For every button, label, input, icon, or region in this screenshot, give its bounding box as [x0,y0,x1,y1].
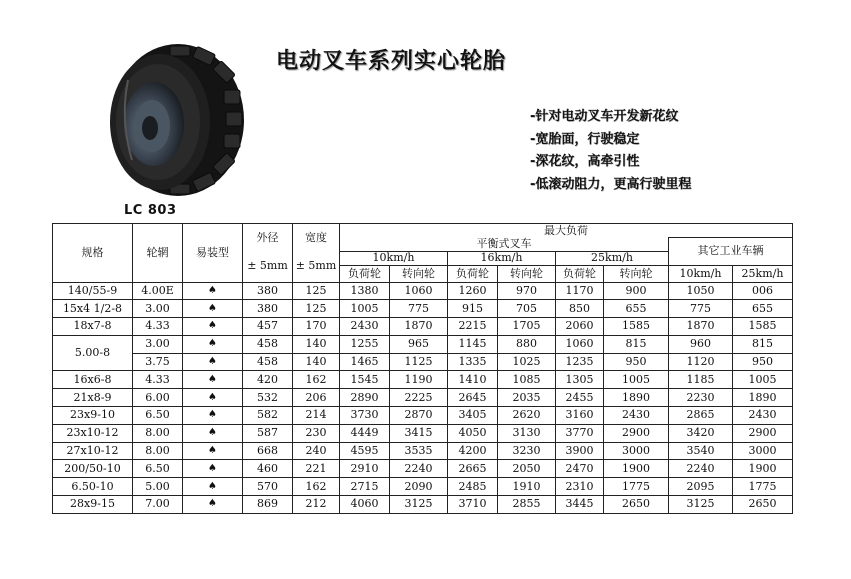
table-cell-h: 1585 [733,318,793,336]
table-cell-a: 1465 [340,353,390,371]
table-cell-c: 2665 [448,460,498,478]
page-title: 电动叉车系列实心轮胎 [276,49,507,74]
table-cell-h: 1005 [733,371,793,389]
table-cell-e: 1305 [556,371,604,389]
table-cell-c: 2645 [448,389,498,407]
table-cell-rim: 4.33 [133,318,183,336]
table-cell-easy: ♠ [183,300,243,318]
table-cell-d: 880 [498,335,556,353]
table-cell-rim: 6.50 [133,460,183,478]
table-cell-e: 2455 [556,389,604,407]
header-other-25: 25km/h [733,265,793,282]
table-cell-size: 28x9-15 [53,496,133,514]
table-cell-c: 4200 [448,442,498,460]
table-cell-d: 705 [498,300,556,318]
table-cell-d: 2620 [498,407,556,425]
table-cell-b: 2240 [390,460,448,478]
table-cell-a: 2715 [340,478,390,496]
table-cell-e: 3900 [556,442,604,460]
tire-image [98,40,248,200]
table-cell-g: 3125 [669,496,733,514]
header-counterbalance: 平衡式叉车 [340,238,669,252]
table-cell-b: 1870 [390,318,448,336]
table-row [53,282,793,300]
table-cell-size: 200/50-10 [53,460,133,478]
table-row [53,424,793,442]
table-cell-easy: ♠ [183,389,243,407]
table-cell-e: 2060 [556,318,604,336]
table-cell-g: 1050 [669,282,733,300]
header-size: 规格 [53,224,133,283]
table-cell-a: 1545 [340,371,390,389]
table-cell-d: 2050 [498,460,556,478]
header-steer-wheel: 转向轮 [604,265,669,282]
table-cell-d: 1705 [498,318,556,336]
table-cell-h: 815 [733,335,793,353]
table-cell-h: 1775 [733,478,793,496]
table-cell-od: 532 [243,389,293,407]
table-cell-easy: ♠ [183,424,243,442]
table-cell-rim: 8.00 [133,424,183,442]
table-cell-e: 3445 [556,496,604,514]
table-cell-od: 458 [243,353,293,371]
table-cell-w: 230 [293,424,340,442]
table-cell-b: 3415 [390,424,448,442]
header-outer-diameter: 外径 [243,224,293,252]
table-cell-od: 460 [243,460,293,478]
table-cell-easy: ♠ [183,318,243,336]
table-cell-w: 170 [293,318,340,336]
header-easy-fit: 易装型 [183,224,243,283]
header-rim: 轮辋 [133,224,183,283]
table-cell-easy: ♠ [183,407,243,425]
table-cell-size: 21x8-9 [53,389,133,407]
table-cell-rim: 3.00 [133,335,183,353]
table-cell-c: 1260 [448,282,498,300]
table-cell-a: 4060 [340,496,390,514]
table-cell-w: 162 [293,371,340,389]
feature-item: -针对电动叉车开发新花纹 [530,109,679,124]
table-cell-w: 162 [293,478,340,496]
table-cell-f: 815 [604,335,669,353]
header-speed-25: 25km/h [556,251,669,265]
table-cell-f: 1585 [604,318,669,336]
table-cell-c: 915 [448,300,498,318]
feature-item: -深花纹，高牵引性 [530,154,640,169]
table-cell-rim: 6.50 [133,407,183,425]
table-cell-w: 140 [293,335,340,353]
table-cell-size: 140/55-9 [53,282,133,300]
table-cell-easy: ♠ [183,442,243,460]
table-cell-a: 4449 [340,424,390,442]
model-label: LC 803 [124,203,177,218]
table-cell-b: 1060 [390,282,448,300]
table-cell-w: 140 [293,353,340,371]
header-steer-wheel: 转向轮 [498,265,556,282]
table-cell-rim: 3.75 [133,353,183,371]
table-cell-d: 1085 [498,371,556,389]
table-cell-w: 221 [293,460,340,478]
feature-item: -低滚动阻力，更高行驶里程 [530,176,692,192]
table-cell-od: 582 [243,407,293,425]
table-cell-e: 2470 [556,460,604,478]
table-cell-w: 125 [293,300,340,318]
table-cell-a: 2430 [340,318,390,336]
table-cell-c: 1145 [448,335,498,353]
table-cell-b: 2090 [390,478,448,496]
table-cell-c: 3710 [448,496,498,514]
table-cell-a: 3730 [340,407,390,425]
table-cell-size: 27x10-12 [53,442,133,460]
table-cell-w: 240 [293,442,340,460]
table-cell-size: 16x6-8 [53,371,133,389]
table-cell-g: 1870 [669,318,733,336]
table-cell-a: 1255 [340,335,390,353]
header-other-10: 10km/h [669,265,733,282]
header-load-wheel: 负荷轮 [448,265,498,282]
table-cell-e: 3770 [556,424,604,442]
table-cell-g: 2240 [669,460,733,478]
table-row [53,300,793,318]
table-cell-g: 2095 [669,478,733,496]
table-cell-h: 1900 [733,460,793,478]
table-cell-rim: 4.33 [133,371,183,389]
table-cell-d: 970 [498,282,556,300]
header-speed-10: 10km/h [340,251,448,265]
table-cell-size: 6.50-10 [53,478,133,496]
table-cell-b: 3535 [390,442,448,460]
table-cell-g: 3420 [669,424,733,442]
table-cell-f: 1890 [604,389,669,407]
table-cell-g: 1185 [669,371,733,389]
header-od-tolerance: ± 5mm [243,251,293,282]
table-row [53,318,793,336]
table-cell-rim: 3.00 [133,300,183,318]
table-cell-d: 3130 [498,424,556,442]
table-cell-easy: ♠ [183,353,243,371]
tire-illustration [98,40,248,200]
table-cell-size: 23x10-12 [53,424,133,442]
table-cell-c: 2485 [448,478,498,496]
table-row [53,335,793,353]
table-cell-c: 4050 [448,424,498,442]
table-cell-easy: ♠ [183,371,243,389]
table-cell-h: 2650 [733,496,793,514]
table-cell-rim: 8.00 [133,442,183,460]
table-cell-w: 214 [293,407,340,425]
table-cell-easy: ♠ [183,478,243,496]
table-cell-g: 960 [669,335,733,353]
table-cell-rim: 7.00 [133,496,183,514]
table-cell-e: 2310 [556,478,604,496]
table-cell-g: 775 [669,300,733,318]
table-cell-g: 2865 [669,407,733,425]
table-cell-od: 570 [243,478,293,496]
table-cell-rim: 4.00E [133,282,183,300]
table-cell-d: 2035 [498,389,556,407]
table-cell-f: 3000 [604,442,669,460]
table-cell-w: 125 [293,282,340,300]
table-cell-a: 1380 [340,282,390,300]
table-cell-h: 2430 [733,407,793,425]
feature-item: -宽胎面，行驶稳定 [530,131,640,147]
table-row [53,353,793,371]
table-cell-b: 1190 [390,371,448,389]
table-cell-b: 2225 [390,389,448,407]
table-cell-f: 950 [604,353,669,371]
table-cell-rim: 6.00 [133,389,183,407]
table-row [53,496,793,514]
table-cell-h: 950 [733,353,793,371]
table-cell-e: 3160 [556,407,604,425]
table-cell-od: 869 [243,496,293,514]
table-cell-size: 18x7-8 [53,318,133,336]
table-cell-d: 1025 [498,353,556,371]
table-cell-e: 1060 [556,335,604,353]
table-cell-d: 3230 [498,442,556,460]
table-row [53,442,793,460]
table-cell-g: 1120 [669,353,733,371]
table-cell-size: 15x4 1/2-8 [53,300,133,318]
table-cell-c: 2215 [448,318,498,336]
table-row [53,460,793,478]
table-cell-b: 1125 [390,353,448,371]
feature-list [530,106,691,196]
spec-table-body [53,282,793,513]
table-cell-a: 4595 [340,442,390,460]
table-cell-e: 850 [556,300,604,318]
table-cell-w: 206 [293,389,340,407]
table-cell-w: 212 [293,496,340,514]
table-cell-size: 5.00-8 [53,335,133,371]
table-cell-od: 420 [243,371,293,389]
table-cell-d: 2855 [498,496,556,514]
table-cell-f: 2650 [604,496,669,514]
header-max-load: 最大负荷 [340,224,793,238]
table-cell-h: 2900 [733,424,793,442]
table-cell-d: 1910 [498,478,556,496]
table-cell-f: 900 [604,282,669,300]
table-cell-h: 655 [733,300,793,318]
table-cell-e: 1170 [556,282,604,300]
header-width-tolerance: ± 5mm [293,251,340,282]
table-cell-easy: ♠ [183,460,243,478]
table-cell-od: 668 [243,442,293,460]
table-cell-rim: 5.00 [133,478,183,496]
table-cell-h: 1890 [733,389,793,407]
table-row [53,478,793,496]
header-load-wheel: 负荷轮 [340,265,390,282]
table-cell-e: 1235 [556,353,604,371]
table-cell-easy: ♠ [183,496,243,514]
header-width: 宽度 [293,224,340,252]
table-cell-easy: ♠ [183,335,243,353]
spec-table [52,223,793,514]
table-cell-f: 1775 [604,478,669,496]
table-cell-od: 587 [243,424,293,442]
table-cell-a: 1005 [340,300,390,318]
table-cell-easy: ♠ [183,282,243,300]
table-cell-f: 1900 [604,460,669,478]
header-steer-wheel: 转向轮 [390,265,448,282]
table-cell-b: 965 [390,335,448,353]
table-cell-a: 2890 [340,389,390,407]
table-row [53,407,793,425]
table-cell-c: 1335 [448,353,498,371]
table-cell-b: 3125 [390,496,448,514]
table-row [53,389,793,407]
table-cell-g: 3540 [669,442,733,460]
table-cell-od: 457 [243,318,293,336]
table-cell-h: 006 [733,282,793,300]
table-cell-f: 2900 [604,424,669,442]
table-cell-b: 2870 [390,407,448,425]
table-cell-od: 458 [243,335,293,353]
table-cell-size: 23x9-10 [53,407,133,425]
table-cell-od: 380 [243,300,293,318]
table-cell-h: 3000 [733,442,793,460]
header-load-wheel: 负荷轮 [556,265,604,282]
table-cell-f: 1005 [604,371,669,389]
table-row [53,371,793,389]
table-cell-f: 2430 [604,407,669,425]
table-cell-c: 3405 [448,407,498,425]
table-cell-od: 380 [243,282,293,300]
header-speed-16: 16km/h [448,251,556,265]
table-cell-b: 775 [390,300,448,318]
table-cell-c: 1410 [448,371,498,389]
table-cell-g: 2230 [669,389,733,407]
table-cell-f: 655 [604,300,669,318]
header-other-vehicles: 其它工业车辆 [669,238,793,266]
table-cell-a: 2910 [340,460,390,478]
